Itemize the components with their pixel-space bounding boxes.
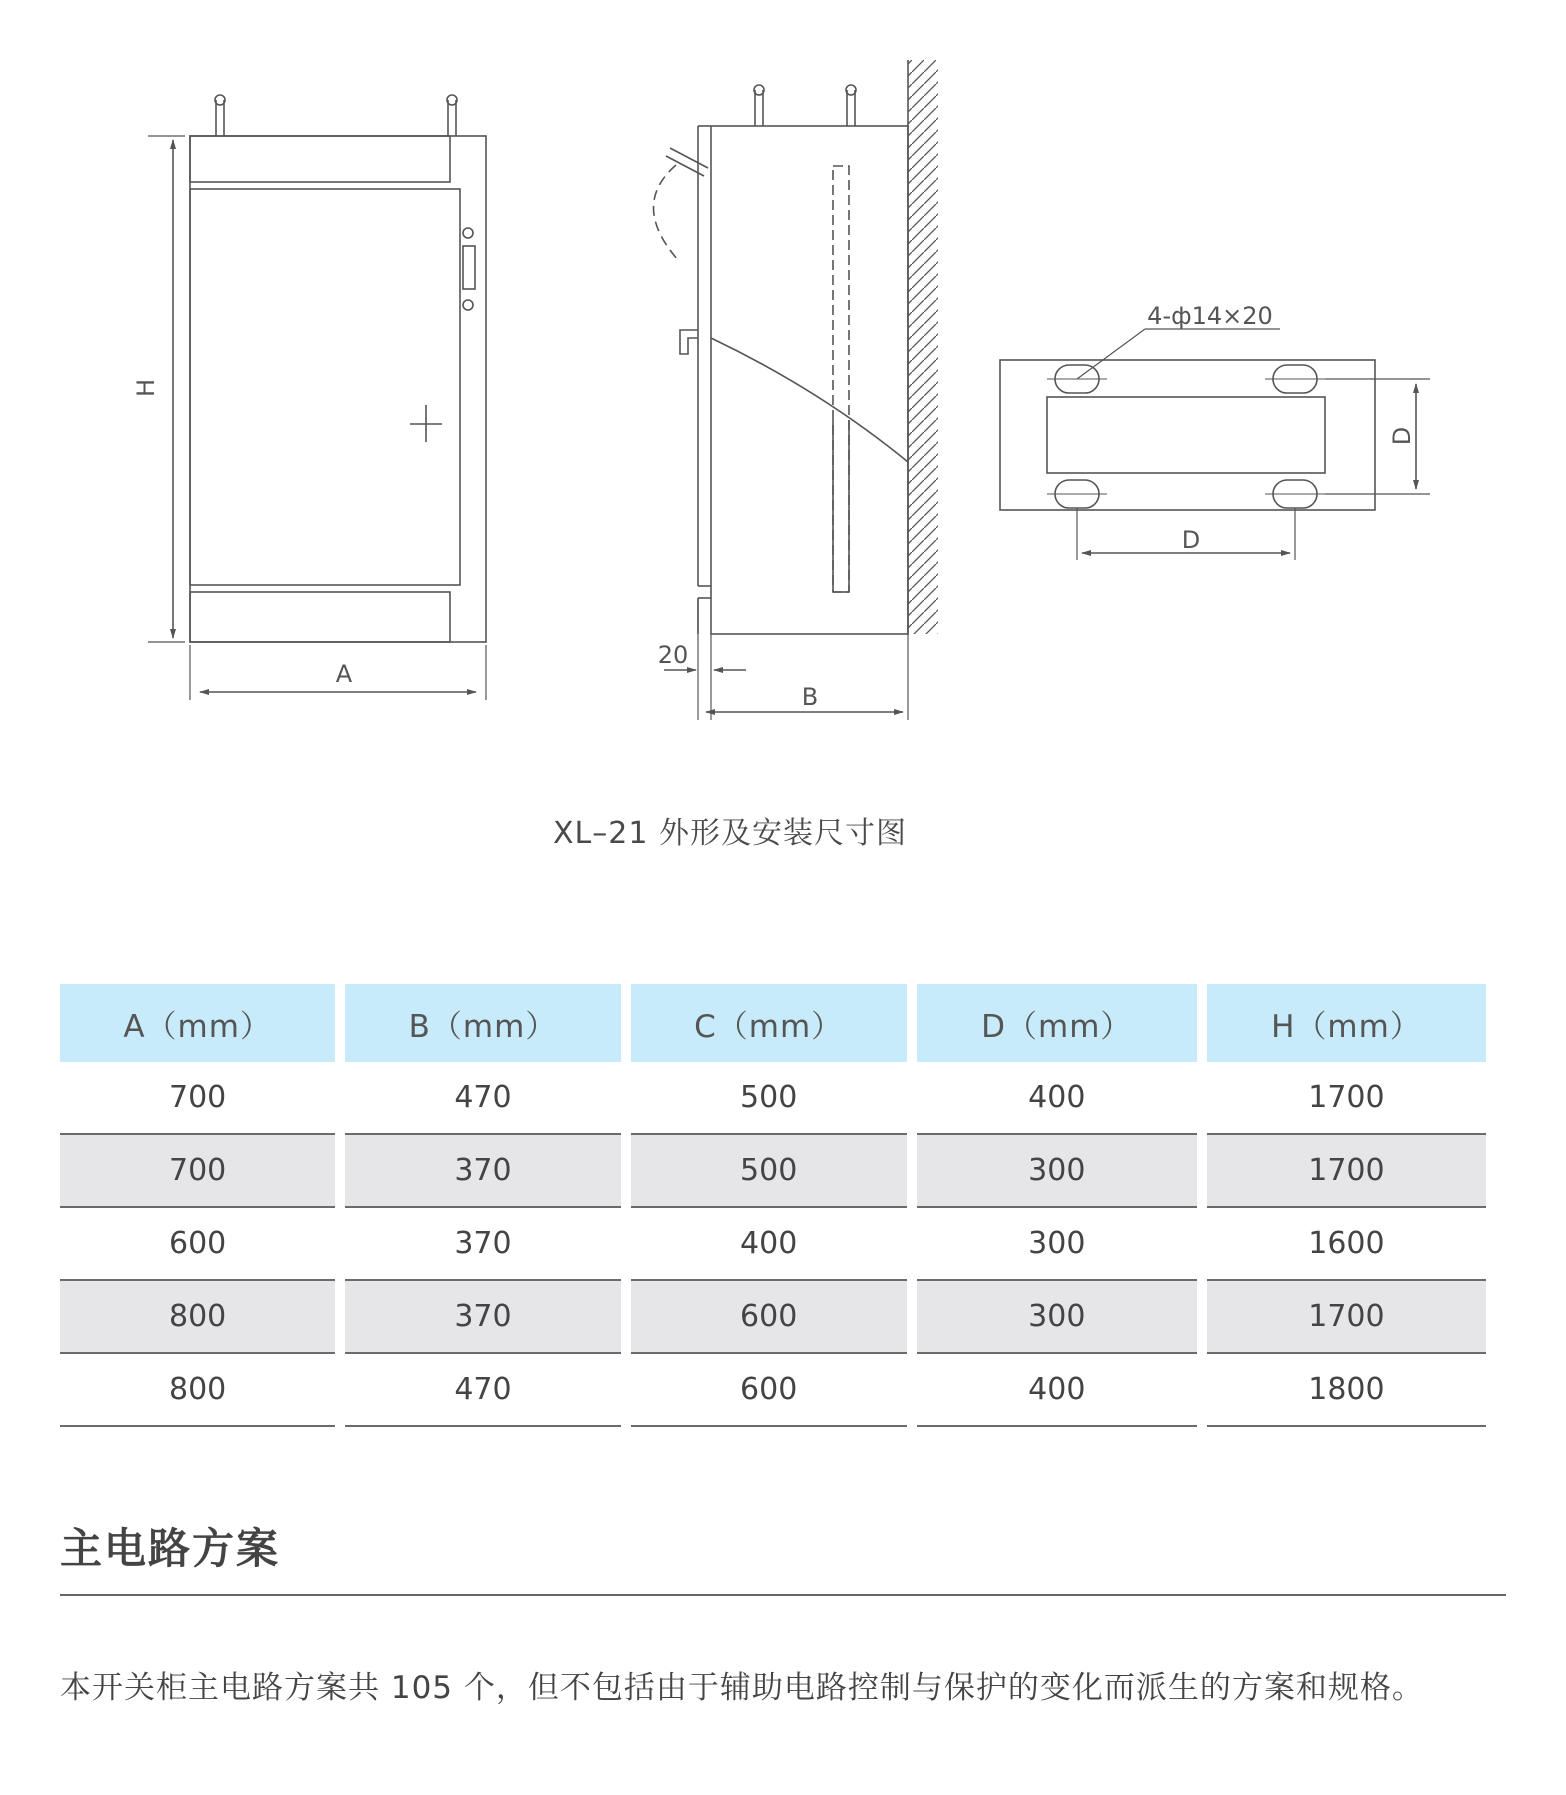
table-cell: 400 <box>917 1062 1197 1135</box>
table-cell: 1600 <box>1207 1208 1486 1281</box>
table-row <box>60 1062 1486 1135</box>
table-row <box>60 1208 1486 1281</box>
label-hole-spec: 4-ф14×20 <box>1147 302 1273 330</box>
label-h: H <box>132 378 160 398</box>
label-a: A <box>335 660 353 688</box>
table-cell: 300 <box>917 1281 1197 1354</box>
label-b: B <box>801 683 819 711</box>
table-cell: 370 <box>345 1208 620 1281</box>
front-view <box>148 95 486 700</box>
table-row <box>60 1135 1486 1208</box>
side-view <box>653 60 938 720</box>
table-cell: 1700 <box>1207 1135 1486 1208</box>
table-header-row <box>60 984 1486 1062</box>
table-row <box>60 1354 1486 1427</box>
label-d-vertical: D <box>1388 426 1416 446</box>
table-cell: 1700 <box>1207 1062 1486 1135</box>
table-cell: 400 <box>631 1208 907 1281</box>
table-cell: 370 <box>345 1135 620 1208</box>
table-row <box>60 1281 1486 1354</box>
table-cell: 370 <box>345 1281 620 1354</box>
label-d-horizontal: D <box>1181 526 1201 554</box>
column-header: H（mm） <box>1207 984 1486 1062</box>
table-cell: 600 <box>631 1281 907 1354</box>
table-cell: 800 <box>60 1354 335 1427</box>
dimension-table <box>50 984 1496 1427</box>
table-cell: 400 <box>917 1354 1197 1427</box>
section-title: 主电路方案 <box>60 1524 281 1573</box>
section-divider <box>60 1594 1506 1596</box>
table-cell: 470 <box>345 1062 620 1135</box>
table-cell: 500 <box>631 1062 907 1135</box>
dimension-drawing <box>0 0 1566 800</box>
column-header: B（mm） <box>345 984 620 1062</box>
table-cell: 300 <box>917 1208 1197 1281</box>
column-header: D（mm） <box>917 984 1197 1062</box>
table-cell: 600 <box>631 1354 907 1427</box>
table-cell: 470 <box>345 1354 620 1427</box>
table-cell: 1700 <box>1207 1281 1486 1354</box>
table-cell: 300 <box>917 1135 1197 1208</box>
drawing-caption: XL–21 外形及安装尺寸图 <box>553 816 907 851</box>
table-cell: 1800 <box>1207 1354 1486 1427</box>
section-body-text: 本开关柜主电路方案共 105 个，但不包括由于辅助电路控制与保护的变化而派生的方案和规格。 <box>60 1670 1424 1706</box>
label-20: 20 <box>657 641 689 669</box>
column-header: C（mm） <box>631 984 907 1062</box>
table-cell: 700 <box>60 1062 335 1135</box>
table-cell: 800 <box>60 1281 335 1354</box>
table-cell: 700 <box>60 1135 335 1208</box>
table-cell: 500 <box>631 1135 907 1208</box>
column-header: A（mm） <box>60 984 335 1062</box>
base-plan <box>1000 329 1430 560</box>
table-cell: 600 <box>60 1208 335 1281</box>
